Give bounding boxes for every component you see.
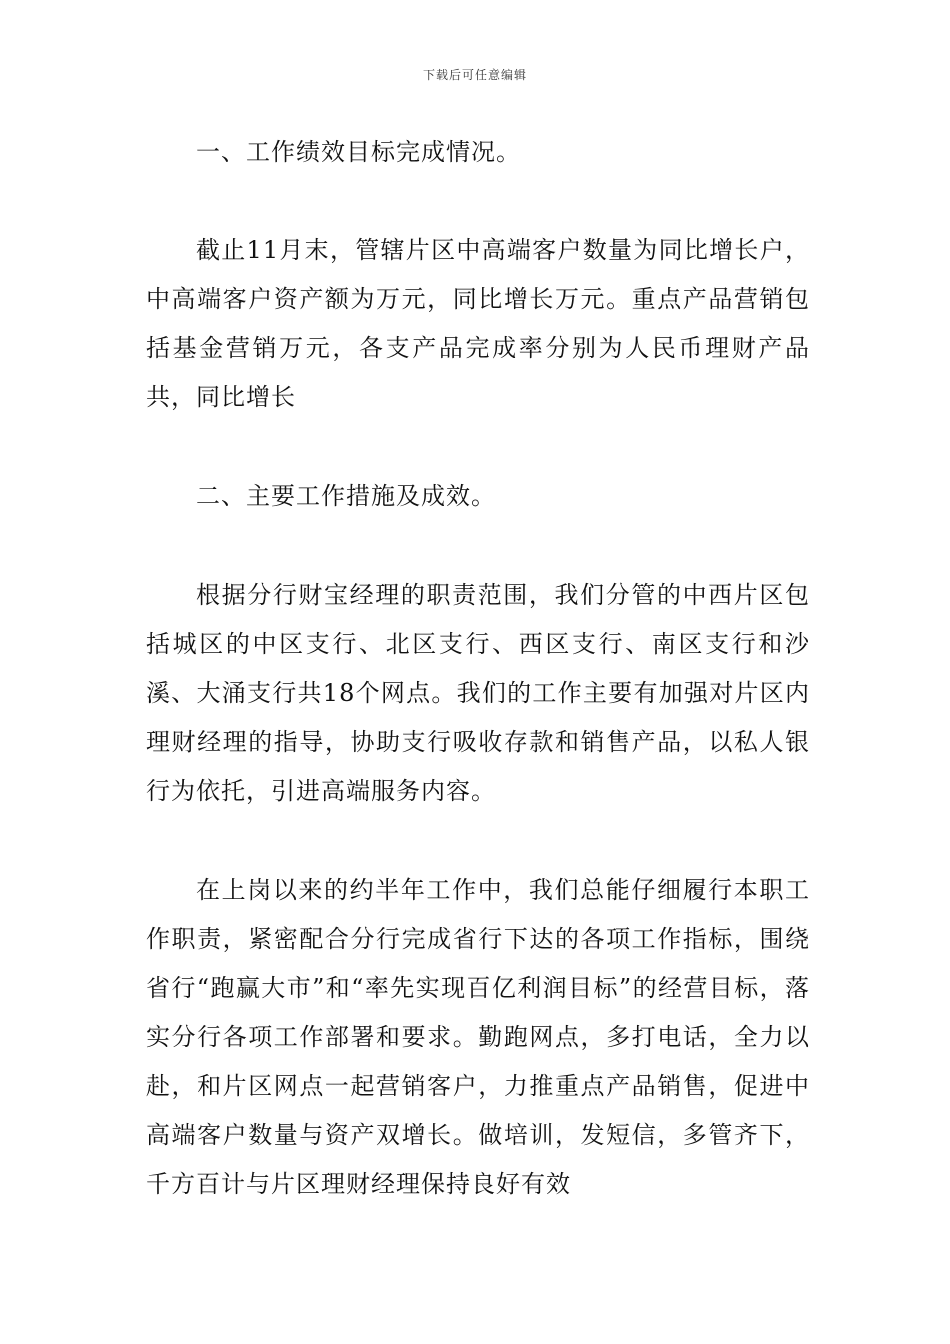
heading-text: 二、主要工作措施及成效。 bbox=[196, 482, 496, 510]
section-heading-1 bbox=[146, 128, 810, 177]
paragraph-text: 在上岗以来的约半年工作中，我们总能仔细履行本职工作职责，紧密配合分行完成省行下达的各项工作指标，围绕省行“跑赢大市”和“率先实现百亿利润目标”的经营目标，落实分行各项工作部署和要求。勤跑网点，多打电话，全力以赴，和片区网点一起营销客户，力推重点产品销售，促进中高端客户数量与资产双增长。做培训，发短信，多管齐下，千方百计与片区理财经理保持良好有效 bbox=[146, 876, 810, 1198]
paragraph-text: 截止11月末，管辖片区中高端客户数量为同比增长户，中高端客户资产额为万元，同比增长万元。重点产品营销包括基金营销万元，各支产品完成率分别为人民币理财产品共，同比增长 bbox=[146, 236, 810, 411]
paragraph-3 bbox=[146, 866, 810, 1209]
paragraph-2 bbox=[146, 571, 810, 816]
section-heading-2 bbox=[146, 472, 810, 521]
page-header-note: 下载后可任意编辑 bbox=[422, 68, 527, 82]
paragraph-text: 根据分行财宝经理的职责范围，我们分管的中西片区包括城区的中区支行、北区支行、西区支行、南区支行和沙溪、大涌支行共18个网点。我们的工作主要有加强对片区内理财经理的指导，协助支行吸收存款和销售产品，以私人银行为依托，引进高端服务内容。 bbox=[146, 581, 810, 805]
paragraph-1 bbox=[146, 226, 810, 422]
heading-text: 一、工作绩效目标完成情况。 bbox=[196, 138, 521, 166]
